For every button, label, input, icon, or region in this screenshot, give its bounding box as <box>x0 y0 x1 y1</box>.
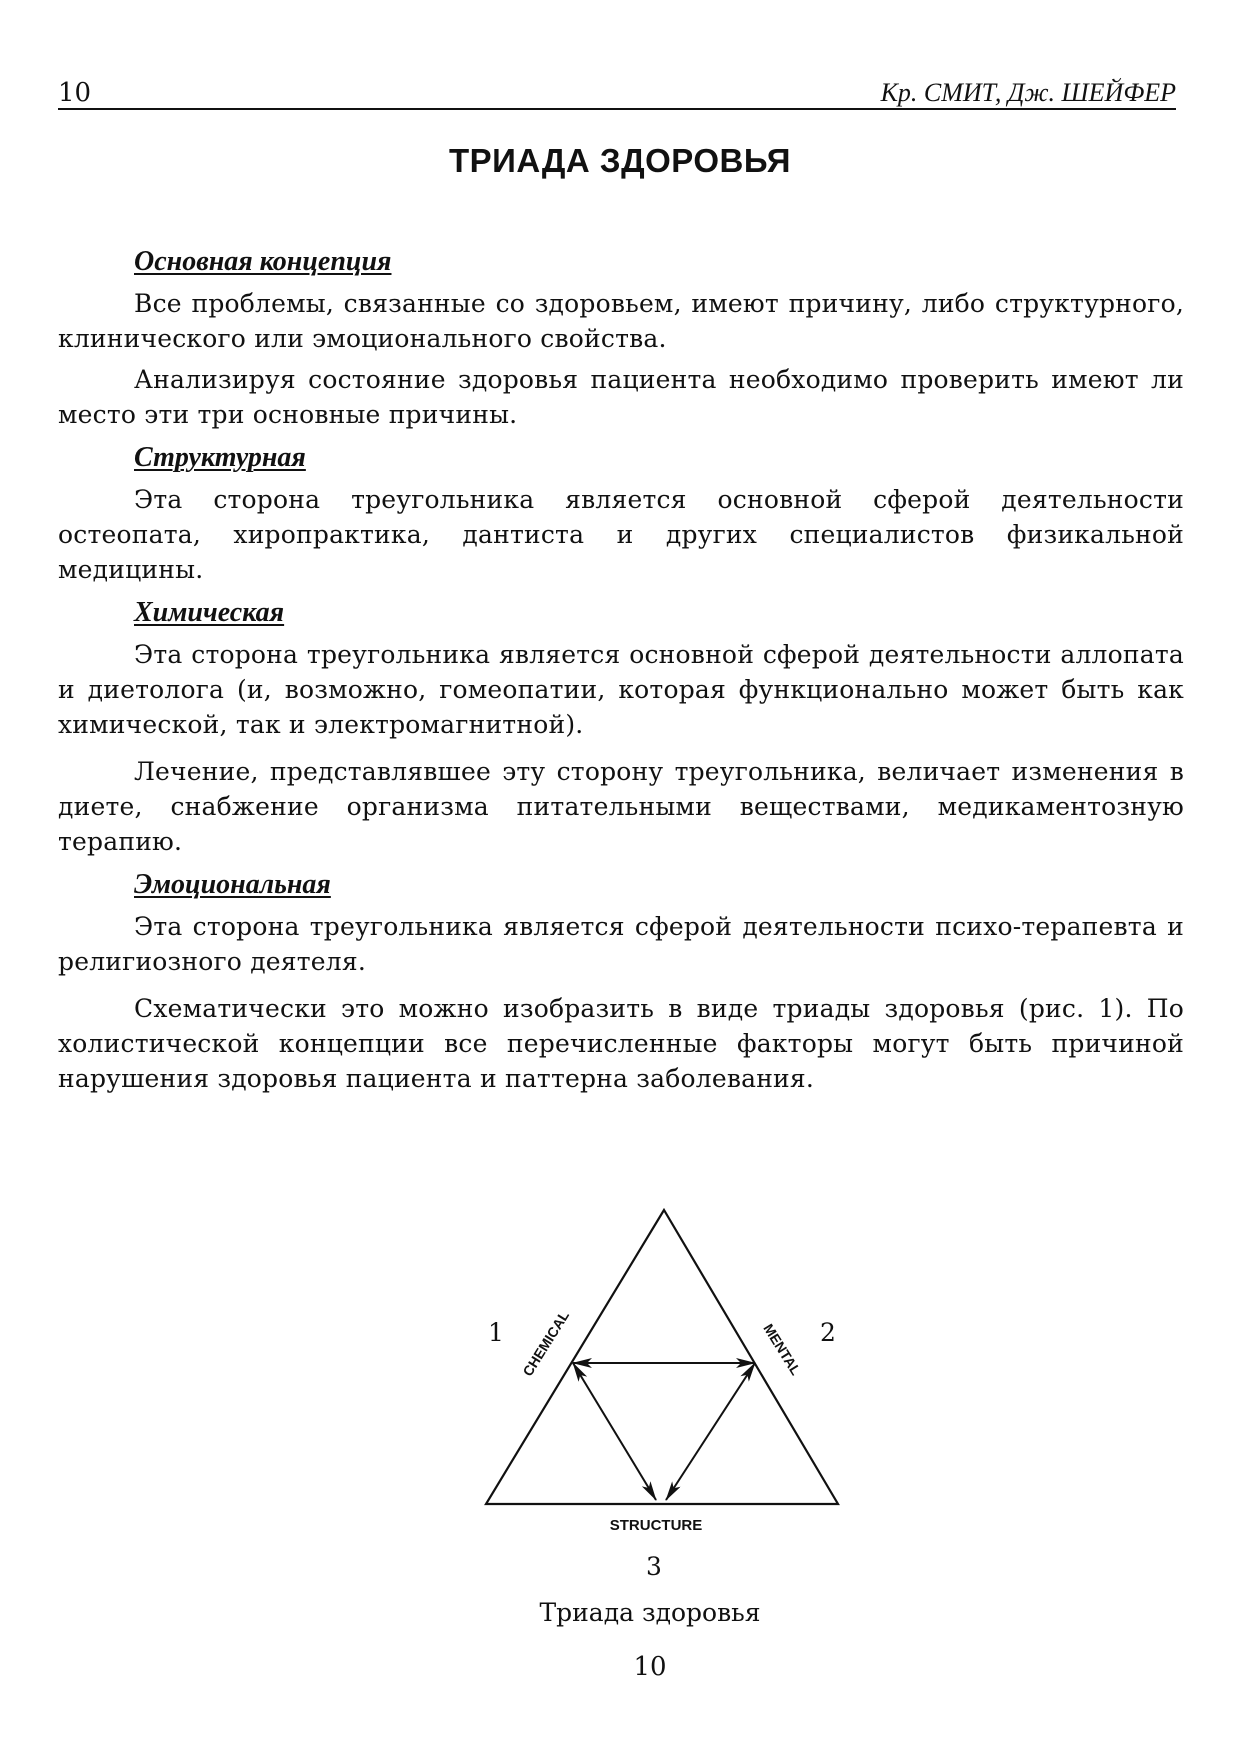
arrow-chemical-structure <box>573 1363 656 1500</box>
footer-page-number: 10 <box>633 1652 667 1682</box>
header-page-number: 10 <box>58 78 92 108</box>
label-mental: MENTAL <box>760 1320 805 1378</box>
label-structure: STRUCTURE <box>609 1517 703 1534</box>
section-heading-structural: Структурная <box>134 442 306 473</box>
figure-number-1: 1 <box>488 1318 504 1347</box>
header-authors: Кр. СМИТ, Дж. ШЕЙФЕР <box>880 78 1176 107</box>
paragraph: Эта сторона треугольника является основной сферой деятельности аллопата и диетолога (и, возможно, гомеопатии, которая функционально может быть как химической, так и электромагнитной). <box>58 640 1184 739</box>
figure-number-2: 2 <box>820 1318 836 1347</box>
paragraph: Все проблемы, связанные со здоровьем, имеют причину, либо структурного, клинического или эмоционального свойства. <box>58 289 1184 353</box>
arrow-mental-structure <box>666 1363 755 1500</box>
triad-figure <box>0 1190 1240 1660</box>
figure-caption: Триада здоровья <box>539 1598 761 1627</box>
label-chemical: CHEMICAL <box>519 1307 573 1379</box>
section-heading-basic: Основная концепция <box>134 246 392 277</box>
paragraph: Анализируя состояние здоровья пациента необходимо проверить имеют ли место эти три основные причины. <box>58 365 1184 429</box>
page-title: ТРИАДА ЗДОРОВЬЯ <box>448 142 792 179</box>
triad-diagram <box>0 1190 1240 1610</box>
paragraph: Схематически это можно изобразить в виде триады здоровья (рис. 1). По холистической концепции все перечисленные факторы могут быть причиной нарушения здоровья пациента и паттерна заболевания. <box>58 994 1184 1093</box>
running-header <box>58 74 1176 110</box>
section-heading-emotional: Эмоциональная <box>134 869 331 900</box>
figure-number-3: 3 <box>646 1552 662 1581</box>
paragraph: Эта сторона треугольника является сферой деятельности психо-терапевта и религиозного деятеля. <box>58 912 1184 976</box>
section-heading-chemical: Химическая <box>134 597 285 628</box>
paragraph: Лечение, представлявшее эту сторону треугольника, величает изменения в диете, снабжение организма питательными веществами, медикаментозную терапию. <box>58 757 1184 856</box>
main-text <box>58 242 1184 1108</box>
paragraph: Эта сторона треугольника является основной сферой деятельности остеопата, хиропрактика, дантиста и других специалистов физикальной медицины. <box>58 485 1184 584</box>
